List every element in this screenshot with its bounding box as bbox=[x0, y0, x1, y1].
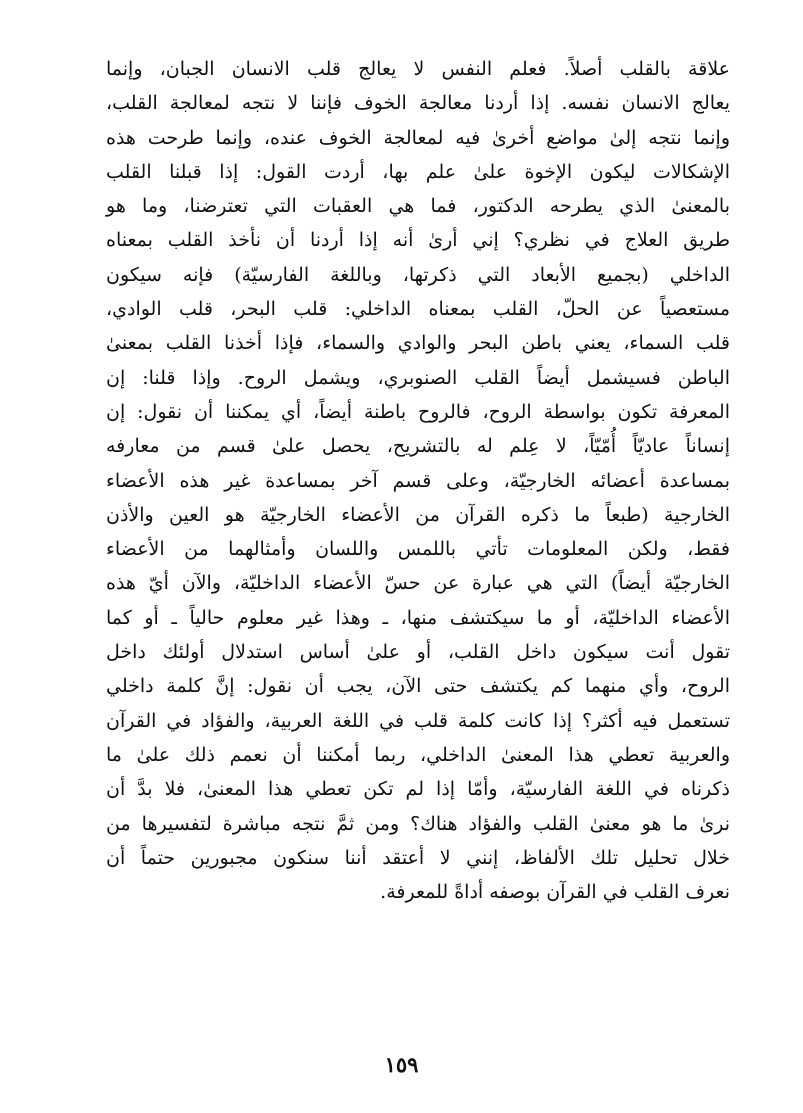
text-line: مستعصياً عن الحلّ، القلب بمعناه الداخلي: قلب البحر، قلب الوادي، bbox=[106, 298, 730, 321]
text-line: الداخلي (بجميع الأبعاد التي ذكرتها، وباللغة الفارسيّة) فإنه سيكون bbox=[106, 263, 730, 286]
text-line: يعالج الانسان نفسه. إذا أردنا معالجة الخوف فإننا لا نتجه لمعالجة القلب، bbox=[106, 92, 730, 115]
text-line: قلب السماء، يعني باطن البحر والوادي والسماء، فإذا أخذنا القلب بمعنىٰ bbox=[106, 332, 730, 355]
text-line: إنساناً عاديّاً أُمّيّاً، لا عِلم له بالتشريح، يحصل علىٰ قسم من معارفه bbox=[106, 435, 730, 458]
text-line: المعرفة تكون بواسطة الروح، فالروح باطنة أيضاً، أي يمكننا أن نقول: إن bbox=[106, 400, 730, 423]
text-line: ذكرناه في اللغة الفارسيّة، وأمّا إذا لم تكن تعطي هذا المعنىٰ، فلا بدَّ أن bbox=[106, 778, 730, 801]
text-line: الروح، وأي منهما كم يكتشف حتى الآن، يجب أن نقول: إنَّ كلمة داخلي bbox=[106, 675, 730, 698]
text-line: تستعمل فيه أكثر؟ إذا كانت كلمة قلب في اللغة العربية، والفؤاد في القرآن bbox=[106, 709, 730, 732]
text-line: الخارجية (طبعاً ما ذكره القرآن من الأعضاء الخارجيّة هو العين والأذن bbox=[106, 503, 730, 526]
text-line: الخارجيّة أيضاً) التي هي عبارة عن حسّ الأعضاء الداخليّة، والآن أيّ هذه bbox=[106, 572, 730, 595]
text-line: الإشكالات ليكون الإخوة علىٰ علم بها، أردت القول: إذا قبلنا القلب bbox=[106, 160, 730, 183]
body-text bbox=[106, 52, 730, 909]
text-line: طريق العلاج في نظري؟ إني أرىٰ أنه إذا أردنا أن نأخذ القلب بمعناه bbox=[106, 229, 730, 252]
text-line: نرىٰ ما هو معنىٰ القلب والفؤاد هناك؟ ومن ثمَّ نتجه مباشرة لتفسيرها من bbox=[106, 812, 730, 835]
text-line-last: نعرف القلب في القرآن بوصفه أداةً للمعرفة. bbox=[380, 881, 730, 904]
text-line: فقط، ولكن المعلومات تأتي باللمس واللسان وأمثالهما من الأعضاء bbox=[106, 538, 730, 561]
text-line: بمساعدة أعضائه الخارجيّة، وعلى قسم آخر بمساعدة غير هذه الأعضاء bbox=[106, 469, 730, 492]
text-line: تقول أنت سيكون داخل القلب، أو علىٰ أساس استدلال أولئك داخل bbox=[106, 641, 730, 664]
text-line: خلال تحليل تلك الألفاظ، إنني لا أعتقد أننا سنكون مجبورين حتماً أن bbox=[106, 846, 730, 869]
text-line: علاقة بالقلب أصلاً. فعلم النفس لا يعالج قلب الانسان الجبان، وإنما bbox=[106, 58, 730, 80]
text-line: بالمعنىٰ الذي يطرحه الدكتور، فما هي العقبات التي تعترضنا، وما هو bbox=[106, 195, 730, 218]
text-line: والعربية تعطي هذا المعنىٰ الداخلي، ربما أمكننا أن نعمم ذلك علىٰ ما bbox=[106, 743, 730, 766]
text-line: وإنما نتجه إلىٰ مواضع أخرىٰ فيه لمعالجة الخوف عنده، وإنما طرحت هذه bbox=[106, 126, 730, 149]
text-line: الباطن فسيشمل أيضاً القلب الصنوبري، ويشمل الروح. وإذا قلنا: إن bbox=[106, 366, 730, 389]
page-number: ١٥٩ bbox=[384, 1052, 419, 1077]
text-line: الأعضاء الداخليّة، أو ما سيكتشف منها، ـ وهذا غير معلوم حالياً ـ أو كما bbox=[106, 606, 730, 629]
